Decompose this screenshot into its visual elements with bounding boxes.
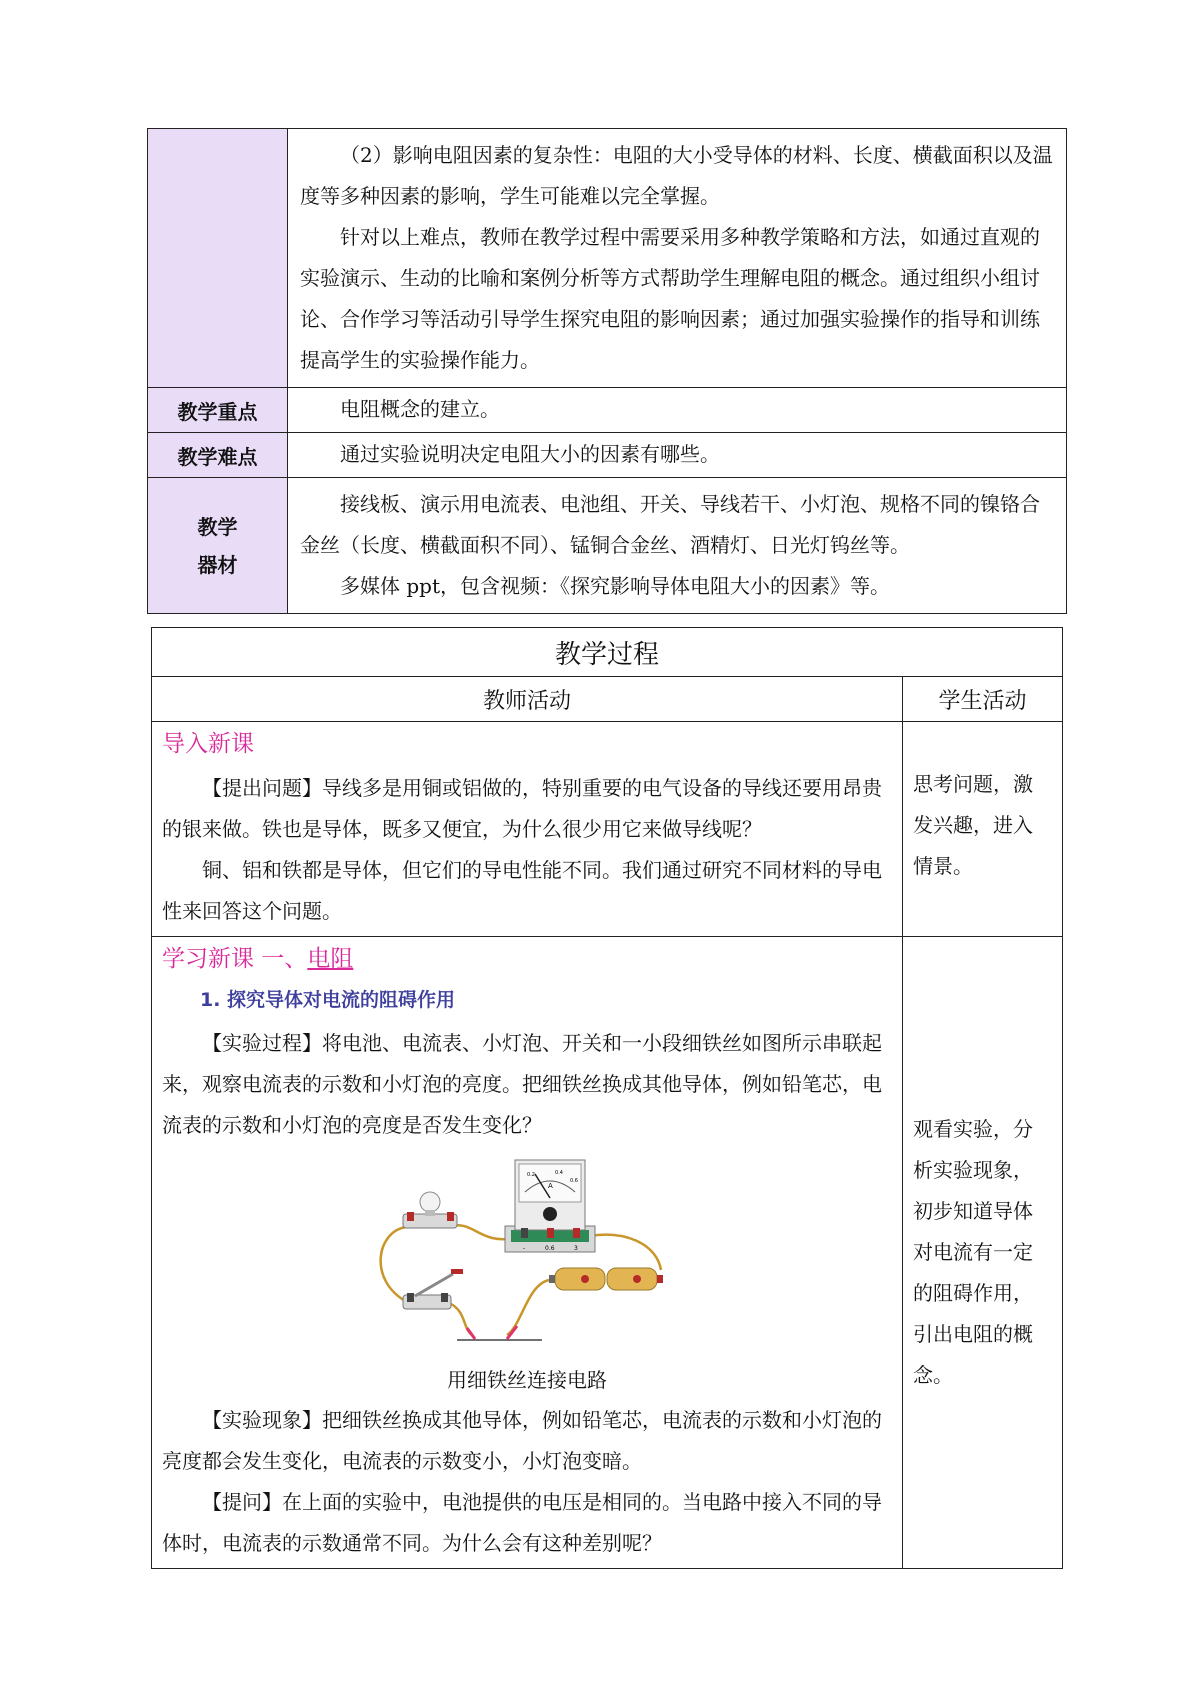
lamp-icon xyxy=(403,1192,457,1228)
key-point-row xyxy=(148,388,1067,433)
difficulty-label: 教学难点 xyxy=(148,433,288,478)
experiment-subheading: 1. 探究导体对电流的阻碍作用 xyxy=(200,989,456,1011)
paragraph: 通过实验说明决定电阻大小的因素有哪些。 xyxy=(340,442,720,466)
teaching-process-table xyxy=(151,627,1063,1569)
ammeter-unit: A xyxy=(548,1182,553,1190)
circuit-figure xyxy=(162,1150,892,1360)
battery-icon xyxy=(549,1268,663,1290)
paragraph: 【提出问题】导线多是用铜或铝做的，特别重要的电气设备的导线还要用昂贵的银来做。铁也是导体，既多又便宜，为什么很少用它来做导线呢？ xyxy=(162,776,882,841)
student-activity-text: 观看实验，分析实验现象，初步知道导体对电流有一定的阻碍作用，引出电阻的概念。 xyxy=(913,1117,1033,1387)
terminal-label: 0.6 xyxy=(545,1245,555,1252)
difficulty-row xyxy=(148,433,1067,478)
difficulty-content xyxy=(288,433,1067,478)
paragraph: 多媒体 ppt，包含视频：《探究影响导体电阻大小的因素》等。 xyxy=(340,574,890,598)
resistance-heading: 电阻 xyxy=(307,946,354,972)
paragraph: 【实验现象】把细铁丝换成其他导体，例如铅笔芯，电流表的示数和小灯泡的亮度都会发生变化，电流表的示数变小，小灯泡变暗。 xyxy=(162,1408,882,1473)
new-lesson-student-cell xyxy=(903,937,1063,1569)
student-column-header: 学生活动 xyxy=(903,677,1063,722)
paragraph: 电阻概念的建立。 xyxy=(340,397,500,421)
paragraph: 【提问】在上面的实验中，电池提供的电压是相同的。当电路中接入不同的导体时，电流表的示数通常不同。为什么会有这种差别呢？ xyxy=(162,1490,882,1555)
ammeter-icon xyxy=(505,1160,595,1252)
new-lesson-heading-prefix: 学习新课 一、 xyxy=(162,946,308,972)
figure-caption: 用细铁丝连接电路 xyxy=(447,1368,607,1392)
empty-label-cell xyxy=(148,129,288,388)
student-activity-text: 思考问题，激发兴趣，进入情景。 xyxy=(913,772,1033,878)
teacher-column-header: 教师活动 xyxy=(152,677,903,722)
circuit-diagram xyxy=(367,1150,687,1346)
intro-student-cell xyxy=(903,722,1063,937)
paragraph: 接线板、演示用电流表、电池组、开关、导线若干、小灯泡、规格不同的镍铬合金丝（长度、横截面积不同）、锰铜合金丝、酒精灯、日光灯钨丝等。 xyxy=(300,492,1040,557)
ammeter-scale: 0.2 xyxy=(527,1172,535,1178)
paragraph: 针对以上难点，教师在教学过程中需要采用多种教学策略和方法，如通过直观的实验演示、生动的比喻和案例分析等方式帮助学生理解电阻的概念。通过组织小组讨论、合作学习等活动引导学生探究电阻的影响因素；通过加强实验操作的指导和训练提高学生的实验操作能力。 xyxy=(300,225,1040,372)
materials-row xyxy=(148,478,1067,614)
materials-label xyxy=(148,478,288,614)
materials-label-line: 教学 xyxy=(197,514,238,539)
difficulty-analysis-row xyxy=(148,129,1067,388)
paragraph: 【实验过程】将电池、电流表、小灯泡、开关和一小段细铁丝如图所示串联起来，观察电流表的示数和小灯泡的亮度。把细铁丝换成其他导体，例如铅笔芯，电流表的示数和小灯泡的亮度是否发生变化？ xyxy=(162,1031,882,1137)
key-point-content xyxy=(288,388,1067,433)
intro-teacher-cell xyxy=(152,722,903,937)
difficulty-analysis-content xyxy=(288,129,1067,388)
intro-row xyxy=(152,722,1063,937)
new-lesson-row xyxy=(152,937,1063,1569)
terminal-label: - xyxy=(523,1245,526,1252)
new-lesson-teacher-cell xyxy=(152,937,903,1569)
process-title: 教学过程 xyxy=(152,628,1063,677)
materials-label-line: 器材 xyxy=(197,552,238,577)
terminal-label: 3 xyxy=(574,1245,578,1252)
lesson-info-table xyxy=(147,128,1067,614)
switch-icon xyxy=(403,1269,463,1309)
new-lesson-heading xyxy=(162,941,892,977)
materials-content xyxy=(288,478,1067,614)
key-point-label: 教学重点 xyxy=(148,388,288,433)
paragraph: （2）影响电阻因素的复杂性：电阻的大小受导体的材料、长度、横截面积以及温度等多种因素的影响，学生可能难以完全掌握。 xyxy=(300,143,1053,208)
ammeter-scale: 0.4 xyxy=(555,1170,563,1176)
intro-heading: 导入新课 xyxy=(162,731,254,757)
paragraph: 铜、铝和铁都是导体，但它们的导电性能不同。我们通过研究不同材料的导电性来回答这个问题。 xyxy=(162,858,882,923)
ammeter-scale: 0.6 xyxy=(570,1178,578,1184)
